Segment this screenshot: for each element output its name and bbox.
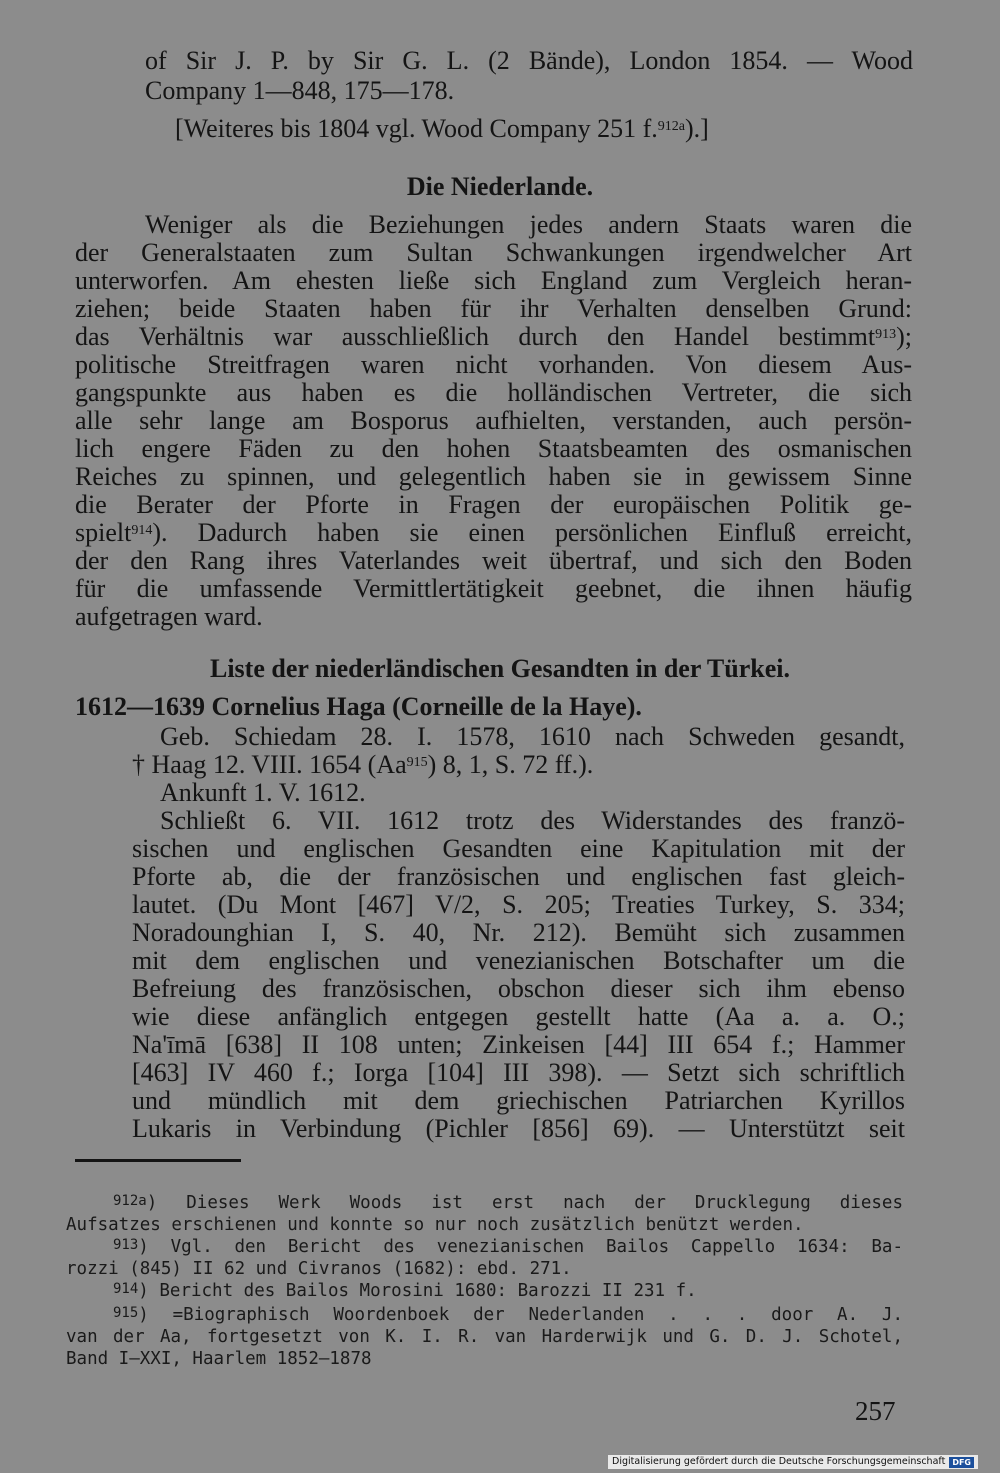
entry-line: Na'īmā [638] II 108 unten; Zinkeisen [44] III 654 f.; Hammer [132, 1030, 905, 1059]
entry-line: Geb. Schiedam 28. I. 1578, 1610 nach Schweden gesandt, [160, 722, 905, 751]
top-line-3: [Weiteres bis 1804 vgl. Wood Company 251 f.$^{912a}$).] [175, 114, 709, 143]
footnote-912a: $^{912a}$) Dieses Werk Woods ist erst nach der Drucklegung dieses [113, 1193, 903, 1213]
paragraph-line: der den Rang ihres Vaterlandes weit übertraf, und sich den Boden [75, 546, 912, 575]
top-line-2: Company 1—848, 175—178. [145, 76, 455, 105]
footnote-ref: 913 [875, 327, 897, 342]
entry-line: sischen und englischen Gesandten eine Kapitulation mit der [132, 834, 905, 863]
footnote-mark: 912a [113, 1193, 147, 1209]
footnote-913: $^{913}$) Vgl. den Bericht des venezianischen Bailos Cappello 1634: Ba- [113, 1237, 903, 1257]
paragraph-line: lich engere Fäden zu den hohen Staatsbeamten des osmanischen [75, 434, 912, 463]
paragraph-line: alle sehr lange am Bosporus aufhielten, verstanden, auch persön- [75, 406, 912, 435]
footnote-ref: 912a [657, 119, 685, 134]
footer-text: Digitalisierung gefördert durch die Deutsche Forschungsgemeinschaft [612, 1456, 946, 1467]
footnote-mark: 914 [113, 1281, 139, 1297]
entry-line: und mündlich mit dem griechischen Patriarchen Kyrillos [132, 1086, 905, 1115]
entry-line: wie diese anfänglich entgegen gestellt hatte (Aa a. a. O.; [132, 1002, 905, 1031]
page-number: 257 [855, 1396, 896, 1426]
paragraph-line: die Berater der Pforte in Fragen der europäischen Politik ge- [75, 490, 912, 519]
paragraph-line: aufgetragen ward. [75, 602, 263, 631]
paragraph-line: ziehen; beide Staaten haben für ihr Verhalten denselben Grund: [75, 294, 912, 323]
entry-line: Noradounghian I, S. 40, Nr. 212). Bemüht sich zusammen [132, 918, 905, 947]
entry-line: lautet. (Du Mont [467] V/2, S. 205; Treaties Turkey, S. 334; [132, 890, 905, 919]
entry-line: Befreiung des französischen, obschon dieser sich ihm ebenso [132, 974, 905, 1003]
section-heading-liste: Liste der niederländischen Gesandten in der Türkei. [209, 654, 790, 683]
footnote-ref: 914 [131, 523, 153, 538]
entry-heading: 1612—1639 Cornelius Haga (Corneille de la Haye). [75, 692, 642, 721]
entry-line: Pforte ab, die der französischen und englischen fast gleich- [132, 862, 905, 891]
footnote-915: $^{915}$) =Biographisch Woordenboek der Nederlanden . . . door A. J. [113, 1305, 903, 1325]
footnote-line: Aufsatzes erschienen und konnte so nur noch zusätzlich benützt werden. [66, 1215, 804, 1235]
paragraph-line: Weniger als die Beziehungen jedes andern Staats waren die [145, 210, 912, 239]
footnote-ref: 915 [406, 755, 428, 770]
entry-line: mit dem englischen und venezianischen Botschafter um die [132, 946, 905, 975]
paragraph-line: Reiches zu spinnen, und gelegentlich haben sie in gewissem Sinne [75, 462, 912, 491]
footnote-914: $^{914}$) Bericht des Bailos Morosini 1680: Barozzi II 231 f. [113, 1281, 697, 1301]
entry-line: [463] IV 460 f.; Iorga [104] III 398). — Setzt sich schriftlich [132, 1058, 905, 1087]
paragraph-line: spielt$^{914}$). Dadurch haben sie einen persönlichen Einfluß erreicht, [75, 518, 912, 547]
footnote-mark: 915 [113, 1305, 139, 1321]
paragraph-line: der Generalstaaten zum Sultan Schwankungen irgendwelcher Art [75, 238, 912, 267]
paragraph-line: politische Streitfragen waren nicht vorhanden. Von diesem Aus- [75, 350, 912, 379]
entry-line: Schließt 6. VII. 1612 trotz des Widerstandes des franzö- [160, 806, 905, 835]
section-heading-niederlande: Die Niederlande. [406, 172, 594, 201]
entry-line: Lukaris in Verbindung (Pichler [856] 69). — Unterstützt seit [132, 1114, 905, 1143]
footnote-line: rozzi (845) II 62 und Civranos (1682): ebd. 271. [66, 1259, 572, 1279]
digitization-footer [608, 1455, 978, 1469]
footnote-line: van der Aa, fortgesetzt von K. I. R. van Harderwijk und G. D. J. Schotel, [66, 1327, 903, 1347]
entry-line: † Haag 12. VIII. 1654 (Aa$^{915}$) 8, 1, S. 72 ff.). [132, 750, 594, 779]
top-line-1: of Sir J. P. by Sir G. L. (2 Bände), London 1854. — Wood [145, 46, 913, 75]
paragraph-line: gangspunkte aus haben es die holländischen Vertreter, die sich [75, 378, 912, 407]
entry-line: Ankunft 1. V. 1612. [160, 778, 366, 807]
paragraph-line: für die umfassende Vermittlertätigkeit geebnet, die ihnen häufig [75, 574, 912, 603]
footnote-line: Band I—XXI, Haarlem 1852—1878 [66, 1349, 372, 1369]
paragraph-line: unterworfen. Am ehesten ließe sich England zum Vergleich heran- [75, 266, 912, 295]
dfg-logo: DFG [949, 1457, 974, 1468]
paragraph-line: das Verhältnis war ausschließlich durch den Handel bestimmt$^{913}$); [75, 322, 912, 351]
footnote-separator [75, 1159, 241, 1162]
footnote-mark: 913 [113, 1237, 139, 1253]
